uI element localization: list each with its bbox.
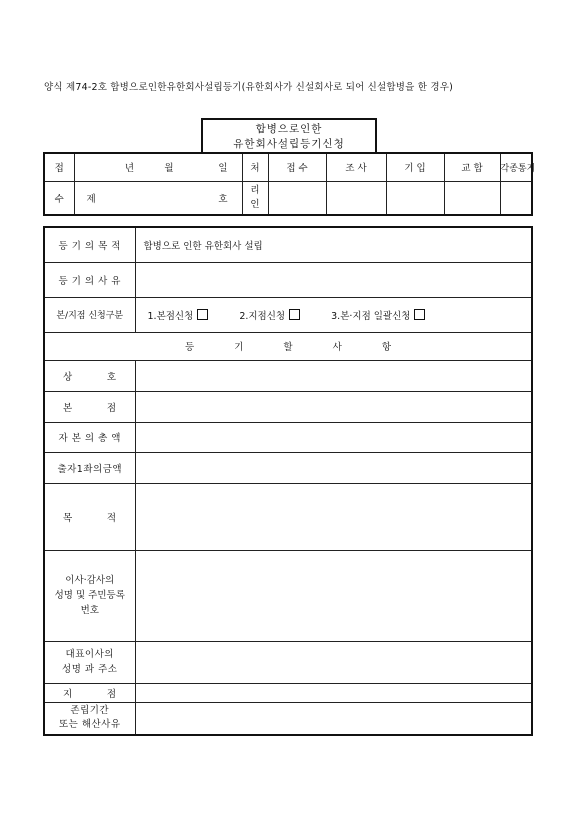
option-branch-office[interactable] (239, 311, 300, 322)
head-office-label-2: 점 (106, 402, 117, 414)
form-title-box (201, 118, 377, 152)
head-office-field[interactable] (135, 391, 532, 422)
trade-name-label-2: 호 (106, 371, 117, 383)
option-head-office-label: 1.본점신청 (147, 310, 194, 322)
receipt-ho-label: 호 (194, 181, 242, 215)
trade-name-label-1: 상 (63, 371, 73, 383)
duration-label-line2: 또는 해산사유 (58, 719, 121, 731)
receipt-number-blank[interactable] (144, 181, 194, 215)
receipt-number-label: 제 (74, 181, 144, 215)
receipt-josa-box[interactable] (326, 181, 386, 215)
purpose-value[interactable]: 합병으로 인한 유한회사 설립 (135, 227, 532, 262)
receipt-giip-box[interactable] (386, 181, 444, 215)
form-header: 양식 제74-2호 합병으로인한유한회사설립등기(유한회사가 신설회사로 되어 신설합병을 한 경우) (44, 82, 454, 93)
section-char-5: 항 (381, 342, 391, 353)
representative-field[interactable] (135, 641, 532, 683)
receipt-handler-seal-cell (242, 181, 268, 215)
receipt-col-giip: 기 입 (386, 153, 444, 181)
section-char-2: 기 (234, 342, 244, 353)
option-head-office[interactable] (148, 311, 209, 322)
reason-field[interactable] (135, 262, 532, 297)
receipt-ri-label: 리 (250, 184, 260, 196)
branch-field[interactable] (135, 683, 532, 702)
receipt-col-josa: 조 사 (326, 153, 386, 181)
branch-type-options (135, 297, 532, 332)
receipt-jeopsu-box[interactable] (268, 181, 326, 215)
receipt-notice-box[interactable] (500, 181, 532, 215)
checkbox-combined[interactable] (414, 309, 425, 320)
objective-label-2: 적 (106, 512, 117, 524)
reason-label: 등 기 의 사 유 (44, 262, 135, 297)
unit-amount-field[interactable] (135, 452, 532, 483)
duration-label-line1: 존립기간 (70, 705, 110, 717)
receipt-table (43, 152, 536, 216)
trade-name-label (44, 360, 135, 391)
branch-label-2: 점 (106, 688, 117, 700)
directors-label-line1: 이사·감사의 (65, 575, 115, 586)
representative-label-line2: 성명 과 주소 (62, 664, 118, 675)
application-table (43, 226, 533, 736)
directors-label-line3: 번호 (80, 605, 99, 616)
unit-amount-label: 출자1좌의금액 (44, 452, 135, 483)
checkbox-head-office[interactable] (197, 309, 208, 320)
section-char-4: 사 (332, 342, 342, 353)
receipt-in-label: 인 (250, 198, 260, 210)
option-combined-label: 3.본·지점 일괄신청 (331, 310, 411, 322)
trade-name-field[interactable] (135, 360, 532, 391)
checkbox-branch-office[interactable] (289, 309, 300, 320)
form-title-line2: 유한회사설립등기신청 (233, 138, 345, 150)
capital-label: 자 본 의 총 액 (44, 422, 135, 452)
receipt-day-label: 일 (194, 153, 242, 181)
receipt-col-notice: 각종통지 (500, 153, 532, 181)
form-title-line1: 합병으로인한 (255, 123, 323, 135)
receipt-col-gyohap: 교 합 (444, 153, 500, 181)
receipt-jeop-cell: 접 (44, 153, 74, 181)
representative-label (44, 641, 135, 683)
section-header (44, 332, 532, 360)
capital-field[interactable] (135, 422, 532, 452)
purpose-label: 등 기 의 목 적 (44, 227, 135, 262)
receipt-cheo-cell: 처 (242, 153, 268, 181)
receipt-gyohap-box[interactable] (444, 181, 500, 215)
branch-label-1: 지 (63, 688, 73, 700)
section-char-3: 할 (283, 342, 293, 353)
option-combined[interactable] (331, 311, 425, 322)
duration-label (44, 702, 135, 735)
branch-type-label: 본/지점 신청구분 (44, 297, 135, 332)
head-office-label (44, 391, 135, 422)
duration-field[interactable] (135, 702, 532, 735)
directors-label (44, 550, 135, 641)
directors-field[interactable] (135, 550, 532, 641)
objective-label (44, 483, 135, 550)
objective-label-1: 목 (63, 512, 73, 524)
head-office-label-1: 본 (63, 402, 73, 414)
receipt-month-label: 월 (144, 153, 194, 181)
receipt-col-jeopsu: 접 수 (268, 153, 326, 181)
receipt-su-cell: 수 (44, 181, 74, 215)
section-char-1: 등 (185, 342, 195, 353)
branch-label (44, 683, 135, 702)
directors-label-line2: 성명 및 주민등록 (54, 590, 125, 601)
representative-label-line1: 대표이사의 (65, 649, 114, 660)
objective-field[interactable] (135, 483, 532, 550)
receipt-year-label: 년 (74, 153, 144, 181)
option-branch-office-label: 2.지점신청 (239, 310, 286, 322)
